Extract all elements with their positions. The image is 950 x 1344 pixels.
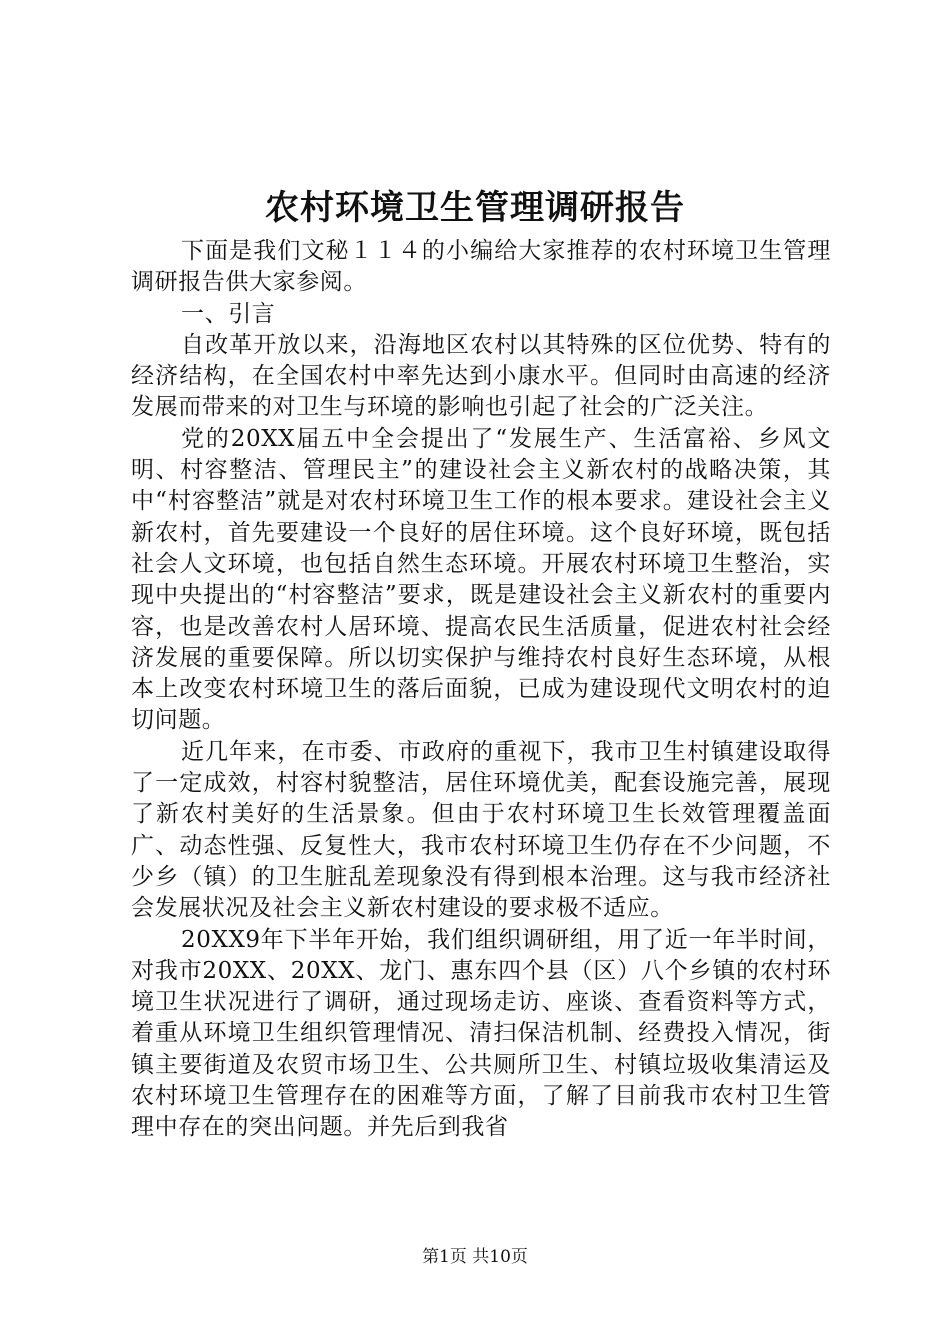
paragraph-background: 自改革开放以来，沿海地区农村以其特殊的区位优势、特有的经济结构，在全国农村中率先达到小康水平。但同时由高速的经济发展而带来的对卫生与环境的影响也引起了社会的广泛关注。 — [131, 331, 831, 421]
paragraph-policy: 党的20XX届五中全会提出了“发展生产、生活富裕、乡风文明、村容整洁、管理民主”的建设社会主义新农村的战略决策，其中“村容整洁”就是对农村环境卫生工作的根本要求。建设社会主义新农村，首先要建设一个良好的居住环境。这个良好环境，既包括社会人文环境，也包括自然生态环境。开展农村环境卫生整治，实现中央提出的“村容整洁”要求，既是建设社会主义新农村的重要内容，也是改善农村人居环境、提高农民生活质量，促进农村社会经济发展的重要保障。所以切实保护与维持农村良好生态环境，从根本上改变农村环境卫生的落后面貌，已成为建设现代文明农村的迫切问题。 — [131, 425, 831, 734]
section-heading-introduction: 一、引言 — [181, 300, 276, 327]
document-title: 农村环境卫生管理调研报告 — [265, 188, 685, 228]
paragraph-intro: 下面是我们文秘１１４的小编给大家推荐的农村环境卫生管理调研报告供大家参阅。 — [131, 238, 831, 296]
document-body — [131, 236, 831, 1144]
paragraph-progress: 近几年来，在市委、市政府的重视下，我市卫生村镇建设取得了一定成效，村容村貌整洁，居住环境优美，配套设施完善，展现了新农村美好的生活景象。但由于农村环境卫生长效管理覆盖面广、动态性强、反复性大，我市农村环境卫生仍存在不少问题，不少乡（镇）的卫生脏乱差现象没有得到根本治理。这与我市经济社会发展状况及社会主义新农村建设的要求极不适应。 — [131, 738, 831, 922]
paragraph-research: 20XX9年下半年开始，我们组织调研组，用了近一年半时间，对我市20XX、20XX、龙门、惠东四个县（区）八个乡镇的农村环境卫生状况进行了调研，通过现场走访、座谈、查看资料等方式，着重从环境卫生组织管理情况、清扫保洁机制、经费投入情况，街镇主要街道及农贸市场卫生、公共厕所卫生、村镇垃圾收集清运及农村环境卫生管理存在的困难等方面，了解了目前我市农村卫生管理中存在的突出问题。并先后到我省 — [131, 926, 831, 1141]
page-footer: 第1页 共10页 — [422, 1247, 528, 1267]
